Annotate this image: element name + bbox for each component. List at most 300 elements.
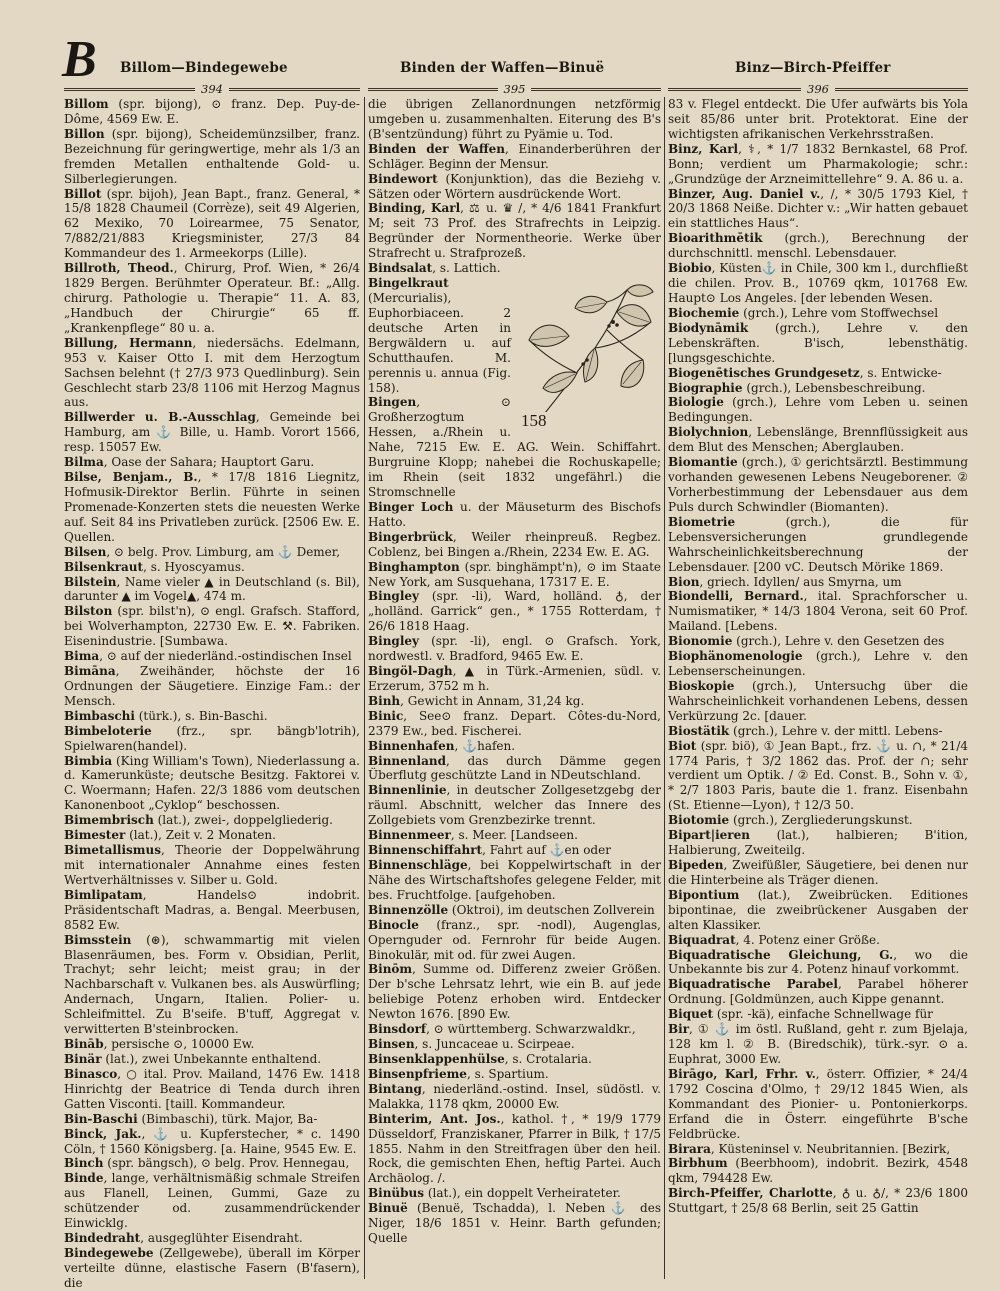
entry-text: (grch.), Lehre v. den Gesetzen des <box>732 634 945 649</box>
entry-headword: Binterim, Ant. Jos. <box>368 1111 501 1126</box>
entry-text: , Summe od. Differenz zweier Größen. Der b'sche Lehrsatz lehrt, wie ein B. auf jede beliebige Potenz erhoben wird. Entdecker Newton 1676. [890 Ew. <box>368 962 661 1022</box>
entry-headword: Bionomie <box>668 634 733 649</box>
entry-headword: Binding, Karl <box>368 201 461 216</box>
dictionary-entry <box>368 754 661 784</box>
entry-headword: Binde <box>64 1171 104 1186</box>
entry-headword: Binghampton <box>368 559 460 574</box>
entry-text: (spr. bijong), Scheidemünzsilber, franz. Bezeichnung für geringwertige, mehr als 1/3 an fremden Metallen enthaltende Gold- u. Silberlegierungen. <box>64 126 360 186</box>
entry-text: , niedersächs. Edelmann, 953 v. Kaiser Otto I. mit dem Herzogtum Sachsen belehnt († 27/3 973 Quedlinburg). Sein Geschlecht starb 23/8 1106 mit Herzog Magnus aus. <box>64 335 360 410</box>
entry-text: (grch.), ① gerichtsärztl. Bestimmung vorhanden gewesenen Lebens Neugeborener. ② Vorherbestimmung der Lebensdauer aus dem Puls durch Schwindler (Biomanten). <box>668 455 968 514</box>
entry-headword: Bipontium <box>668 887 740 902</box>
entry-text: , Einanderberühren der Schläger. Beginn der Mensur. <box>368 141 661 171</box>
figure-bingelkraut <box>517 278 661 430</box>
dictionary-entry <box>368 142 661 172</box>
entry-text: , Zweifüßler, Säugetiere, bei denen nur die Hinterbeine als Träger dienen. <box>668 858 968 887</box>
entry-headword: Binsenpfrieme <box>368 1066 467 1081</box>
entry-text: , Küsten⚓ in Chile, 300 km l., durchfließt die chilen. Prov. B., 10769 qkm, 101768 Ew. Haupt⊙ Los Angeles. [der lebenden Wesen. <box>668 261 968 305</box>
dictionary-entry <box>64 127 360 187</box>
entry-text: , bei Koppelwirtschaft in der Nähe des Wirtschaftshofes gelegene Felder, mit bes. Fruchtfolge. [aufgehoben. <box>368 858 661 902</box>
entry-headword: Billroth, Theod. <box>64 261 174 276</box>
entry-text: , s. Entwicke- <box>859 365 942 380</box>
entry-text: , ausgeglühter Eisendraht. <box>140 1231 303 1246</box>
dictionary-entry <box>64 261 360 336</box>
dictionary-entry <box>368 962 661 1022</box>
entry-text: (grch.), Lehre v. den Lebenskräften. B'isch, lebensthätig. [lungsgeschichte. <box>668 320 968 365</box>
dictionary-entry <box>668 97 968 142</box>
dictionary-entry <box>668 187 968 232</box>
entry-text: (Bimbaschi), türk. Major, Ba- <box>137 1111 318 1126</box>
entry-text: (Beerbhoom), indobrit. Bezirk, 4548 qkm, 794428 Ew. <box>668 1156 968 1186</box>
entry-headword: Bimsstein <box>64 932 132 947</box>
dictionary-entry <box>64 410 360 455</box>
page-number-left-text: 394 <box>195 82 229 96</box>
entry-text: (lat.), zwei-, doppelgliederig. <box>153 813 333 828</box>
dictionary-entry <box>368 201 661 261</box>
dictionary-entry <box>668 948 968 978</box>
dictionary-entry <box>368 1201 661 1246</box>
dictionary-entry <box>64 754 360 814</box>
entry-headword: Bimbeloterie <box>64 723 152 738</box>
figure-number: 158 <box>521 411 547 431</box>
entry-headword: Billom <box>64 97 109 111</box>
entry-headword: Binic <box>368 708 404 723</box>
dictionary-entry <box>64 1052 360 1067</box>
entry-headword: Binasco <box>64 1066 118 1081</box>
entry-headword: Bioarithmētik <box>668 231 763 246</box>
dictionary-entry <box>368 694 661 709</box>
entry-text: , Weiler rheinpreuß. Regbez. Coblenz, bei Bingen a./Rhein, 2234 Ew. E. AG. <box>368 529 661 559</box>
entry-headword: Binnenzölle <box>368 902 449 917</box>
dictionary-entry <box>368 843 661 858</box>
entry-text: u. der Mäuseturm des Bischofs Hatto. <box>368 499 661 529</box>
dictionary-entry <box>368 918 661 963</box>
entry-text: , s. Lattich. <box>432 261 501 276</box>
entry-headword: Bingen <box>368 395 417 410</box>
entry-text: , s. Crotalaria. <box>504 1052 592 1066</box>
entry-text: , * 17/8 1816 Liegnitz, Hofmusik-Direktor Berlin. Führte in seinen Promenade-Konzerten stets die neuesten Werke auf. Seit 84 ins Privatleben zurück. [2506 Ew. E. Quellen. <box>64 470 360 544</box>
entry-headword: Binger Loch <box>368 499 454 514</box>
plant-illustration <box>517 278 661 430</box>
entry-headword: Bindedraht <box>64 1231 141 1246</box>
dictionary-entry <box>64 1171 360 1231</box>
dictionary-entry <box>368 1022 661 1037</box>
dictionary-entry <box>368 858 661 903</box>
entry-headword: Bipeden <box>668 858 724 873</box>
entry-text: , ⚕, * 1/7 1832 Bernkastel, 68 Prof. Bonn; verdient um Pharmakologie; schr.: „Grundzüge der Arzneimittellehre“ 9. A. 86 u. a. <box>668 141 968 186</box>
entry-text: , ital. Sprachforscher u. Numismatiker, * 14/3 1804 Verona, seit 60 Prof. Mailand. [Lebens. <box>668 589 968 634</box>
entry-text: , Gemeinde bei Hamburg, am ⚓ Bille, u. Hamb. Vorort 1566, resp. 15057 Ew. <box>64 410 360 455</box>
dictionary-entry <box>64 1067 360 1112</box>
entry-headword: Birāgo, Karl, Frhr. v. <box>668 1066 816 1081</box>
dictionary-entry <box>668 515 968 575</box>
entry-text: , Fahrt auf ⚓en oder <box>482 843 611 858</box>
entry-text: , kathol. †, * 19/9 1779 Düsseldorf, Franziskaner, Pfarrer in Bilk, † 17/5 1855. Nahm in den Streitfragen über den heil. Rock, die gemischten Ehen, heftig Partei. Auch Archäolog. /. <box>368 1111 661 1186</box>
dictionary-entry <box>668 1142 968 1157</box>
entry-text: , Handels⊙ indobrit. Präsidentschaft Madras, a. Bengal. Meerbusen, 8582 Ew. <box>64 887 360 932</box>
entry-headword: Biquadratische Gleichung, G. <box>668 947 894 962</box>
dictionary-entry <box>64 888 360 933</box>
entry-text: , wo die Unbekannte bis zur 4. Potenz hinauf vorkommt. <box>668 947 968 977</box>
dictionary-entry <box>64 455 360 470</box>
entry-headword: Binnenlinie <box>368 783 447 798</box>
entry-text: (lat.), Zweibrücken. Editiones bipontinae, die zweibrückener Ausgaben der alten Klassiker. <box>668 887 968 932</box>
dictionary-entry <box>64 470 360 545</box>
entry-text: , 4. Potenz einer Größe. <box>735 932 880 947</box>
entry-text: , ⊙ auf der niederländ.-ostindischen Insel <box>99 649 352 664</box>
entry-text: , das durch Dämme gegen Überflutg geschützte Land in NDeutschland. <box>368 753 661 783</box>
entry-headword: Bināb <box>64 1037 104 1052</box>
entry-headword: Biotomie <box>668 813 730 828</box>
dictionary-entry <box>368 1186 661 1201</box>
entry-headword: Binck, Jak. <box>64 1126 142 1141</box>
entry-headword: Biogenētisches Grundgesetz <box>668 365 860 380</box>
entry-headword: Bintang <box>368 1081 422 1096</box>
entry-text: , Zweihänder, höchste der 16 Ordnungen der Säugetiere. Einzige Fam.: der Mensch. <box>64 664 360 708</box>
entry-text: (Oktroi), im deutschen Zollverein <box>448 902 655 917</box>
dictionary-entry <box>668 321 968 366</box>
entry-headword: Binnenmeer <box>368 828 451 843</box>
entry-text: (Mercurialis), Euphorbiaceen. 2 deutsche Arten in Bergwäldern u. auf Schutthaufen. M. perennis u. annua (Fig. 158). <box>368 290 511 395</box>
dictionary-entry <box>368 783 661 828</box>
dictionary-entry <box>64 933 360 1037</box>
entry-headword: Birch-Pfeiffer, Charlotte <box>668 1186 833 1201</box>
entry-headword: Binär <box>64 1052 102 1066</box>
entry-text: , Gewicht in Annam, 31,24 kg. <box>400 693 585 708</box>
entry-text: , ○ ital. Prov. Mailand, 1476 Ew. 1418 Hinrichtg der Beatrice di Tenda durch ihren Gatten Visconti. [taill. Kommandeur. <box>64 1066 360 1111</box>
entry-headword: Binzer, Aug. Daniel v. <box>668 186 821 201</box>
dictionary-entry <box>368 1082 661 1112</box>
dictionary-entry <box>668 1156 968 1186</box>
entry-headword: Biquet <box>668 1007 713 1022</box>
entry-text: (frz., spr. bängb'lotrih), Spielwaren(handel). <box>64 723 360 753</box>
entry-headword: Binübus <box>368 1186 425 1201</box>
entry-headword: Biologie <box>668 395 724 410</box>
entry-text: , ⚓hafen. <box>454 738 516 753</box>
entry-headword: Bingley <box>368 634 419 649</box>
entry-text: (Benuë, Tschadda), l. Neben⚓ des Niger, 18/6 1851 v. Heinr. Barth gefunden; Quelle <box>368 1201 661 1246</box>
entry-text: , s. Juncaceae u. Scirpeae. <box>414 1037 575 1052</box>
dictionary-entry <box>668 679 968 724</box>
entry-headword: Billung, Hermann <box>64 335 193 350</box>
dictionary-entry <box>64 97 360 127</box>
entry-text: (spr. biö), ① Jean Bapt., frz. ⚓ u. ∩, * 21/4 1774 Paris, † 3/2 1862 das. Prof. der ∩; sehr verdient um Optik. / ② Ed. Const. B., Sohn v. ①, * 2/7 1803 Paris, baute die 1. franz. Eisenbahn (St. Etienne—Lyon), † 12/3 50. <box>668 738 968 813</box>
entry-text: , ▲ in Türk.-Armenien, südl. v. Erzerum, 3752 m h. <box>368 664 661 693</box>
entry-text: (spr. -li), Ward, holländ. ♁, der „holländ. Garrick“ gen., * 1755 Rotterdam, † 26/6 1818 Haag. <box>368 589 661 634</box>
entry-headword: Bilston <box>64 604 113 619</box>
dictionary-entry <box>668 858 968 888</box>
dictionary-entry <box>64 1246 360 1291</box>
entry-headword: Biodynāmik <box>668 320 749 335</box>
entry-headword: Binden der Waffen <box>368 141 506 156</box>
dictionary-entry <box>368 261 661 276</box>
dictionary-entry <box>64 813 360 828</box>
entry-text: (lat.), Zeit v. 2 Monaten. <box>125 828 276 843</box>
entry-text: (grch.), die für Lebensversicherungen grundlegende Wahrscheinlichkeitsberechnung der Lebensdauer. [200 vC. Deutsch Mörike 1869. <box>668 514 968 574</box>
entry-headword: Bin-Baschi <box>64 1111 138 1126</box>
entry-text: (grch.), Berechnung der durchschnittl. menschl. Lebensdauer. <box>668 231 968 261</box>
entry-headword: Billot <box>64 186 102 201</box>
entry-headword: Bimbaschi <box>64 708 135 723</box>
entry-text: , in deutscher Zollgesetzgebg der räuml. Abschnitt, welcher das Innere des Zollgebiets vom Grenzbezirke trennt. <box>368 783 661 828</box>
entry-headword: Bilse, Benjam., B. <box>64 470 198 485</box>
entry-headword: Biometrie <box>668 514 736 529</box>
dictionary-entry <box>668 381 968 396</box>
dictionary-entry <box>668 1067 968 1142</box>
entry-text: (spr. bijong), ⊙ franz. Dep. Puy-de-Dôme, 4569 Ew. E. <box>64 97 360 126</box>
entry-text: (⊛), schwammartig mit vielen Blasenräumen, bes. Form v. Obsidian, Perlit, Trachyt; sehr leicht; meist grau; in der Nachbarschaft v. Vulkanen bes. als Auswürfling; Andernach, Ungarn, Italien. Polier- u. Schleifmittel. Zu B'seife. B'tuff, Aggregat v. verwitterten B'steinbrocken. <box>64 932 360 1037</box>
dictionary-entry <box>668 261 968 306</box>
entry-text: , ⚖ u. ♛ /, * 4/6 1841 Frankfurt M; seit 73 Prof. des Strafrechts in Leipzig. Begründer der Normentheorie. Werke über Strafrecht u. Strafprozeß. <box>368 201 661 261</box>
entry-headword: Bipart|ieren <box>668 828 750 843</box>
entry-headword: Binuë <box>368 1201 408 1216</box>
entry-text: , See⊙ franz. Depart. Côtes-du-Nord, 2379 Ew., bed. Fischerei. <box>368 708 661 738</box>
dictionary-entry <box>368 634 661 664</box>
entry-headword: Birbhum <box>668 1156 728 1171</box>
dictionary-entry <box>64 575 360 605</box>
entry-headword: Biquadrat <box>668 932 736 947</box>
entry-headword: Bilma <box>64 455 104 470</box>
entry-headword: Bingöl-Dagh <box>368 664 453 679</box>
dictionary-entry <box>368 1067 661 1082</box>
entry-headword: Biographie <box>668 380 743 395</box>
entry-headword: Bindewort <box>368 171 438 186</box>
column-1 <box>64 97 360 1290</box>
entry-text: , Parabel höherer Ordnung. [Goldmünzen, auch Kippe genannt. <box>668 977 968 1007</box>
entry-headword: Bingerbrück <box>368 529 453 544</box>
dictionary-entry <box>668 395 968 425</box>
header-left: Billom—Bindegewebe <box>120 60 288 76</box>
dictionary-entry <box>64 604 360 649</box>
entry-text: , Oase der Sahara; Hauptort Garu. <box>103 455 315 470</box>
entry-text: (franz., spr. -nodl), Augenglas, Opernguder od. Fernrohr für beide Augen. Binokulär, mit od. für zwei Augen. <box>368 917 661 962</box>
dictionary-entry <box>64 709 360 724</box>
column-rule-1 <box>364 97 365 1279</box>
entry-headword: Biquadratische Parabel <box>668 977 838 992</box>
dictionary-entry <box>64 1037 360 1052</box>
dictionary-entry <box>368 709 661 739</box>
dictionary-entry <box>668 366 968 381</box>
dictionary-entry <box>668 649 968 679</box>
entry-text: , österr. Offizier, * 24/4 1792 Coscina d'Olmo, † 29/12 1845 Wien, als Kommandant des Pionier- u. Pontonierkorps. Erfand die in Österr. eingeführte B'sche Feldbrücke. <box>668 1066 968 1141</box>
entry-headword: Binnenschläge <box>368 858 468 873</box>
entry-text: (lat.), ein doppelt Verheirateter. <box>424 1186 621 1201</box>
entry-headword: Bingelkraut <box>368 276 449 291</box>
header-center: Binden der Waffen—Binuë <box>400 60 605 76</box>
entry-text: (Zellgewebe), überall im Körper verteilte dünne, elastische Fasern (B'fasern), die <box>64 1245 360 1290</box>
dictionary-entry <box>368 1052 661 1067</box>
entry-headword: Bilsen <box>64 544 107 559</box>
entry-text: , s. Meer. [Landseen. <box>450 828 578 843</box>
entry-text: , persische ⊙, 10000 Ew. <box>103 1037 255 1052</box>
entry-text: (grch.), Lehre v. den Lebenserscheinungen. <box>668 649 968 679</box>
entry-text: (grch.), Lehre v. der mittl. Lebens- <box>729 723 943 738</box>
column-3 <box>668 97 968 1282</box>
entry-text: (lat.), halbieren; B'ition, Halbierung, Zweiteilg. <box>668 828 968 858</box>
entry-headword: Binnenhafen <box>368 738 455 753</box>
entry-headword: Bioskopie <box>668 678 735 693</box>
entry-text: (Konjunktion), das die Beziehg v. Sätzen oder Wörtern ausdrückende Wort. <box>368 171 661 201</box>
dictionary-entry <box>64 1112 360 1127</box>
entry-headword: Bir <box>668 1022 690 1037</box>
entry-text: (grch.), Untersuchg über die Wahrscheinlichkeit vorhandenen Lebens, dessen Verkürzung 2c. [dauer. <box>668 678 968 723</box>
dictionary-entry <box>668 933 968 948</box>
entry-headword: Biondelli, Bernard. <box>668 589 804 604</box>
column-rule-2 <box>664 97 665 1279</box>
dictionary-entry <box>368 1112 661 1187</box>
entry-text: , Küsteninsel v. Neubritannien. [Bezirk, <box>710 1141 951 1156</box>
dictionary-entry <box>668 634 968 649</box>
dictionary-entry <box>668 813 968 828</box>
dictionary-entry <box>668 575 968 590</box>
entry-text: (spr. bijoh), Jean Bapt., franz. General, * 15/8 1828 Chaumeil (Corrèze), seit 49 Algerien, 62 Mexiko, 70 Loirearmee, 75 Senator, 7/882/21/883 Kriegsminister, 27/3 84 Kommandeur des 1. Armeekorps (Lille). <box>64 186 360 261</box>
page-number-center-text: 395 <box>498 82 532 96</box>
entry-text: , s. Hyoscyamus. <box>143 559 245 574</box>
dictionary-entry <box>64 1156 360 1171</box>
entry-text: , s. Spartium. <box>466 1066 549 1081</box>
entry-headword: Biochemie <box>668 305 740 320</box>
entry-text: (grch.), Zergliederungskunst. <box>729 813 913 828</box>
dictionary-entry <box>64 828 360 843</box>
entry-headword: Binocle <box>368 917 419 932</box>
entry-headword: Biobio <box>668 261 712 276</box>
entry-text: (spr. bängsch), ⊙ belg. Prov. Hennegau, <box>103 1156 350 1171</box>
dictionary-entry <box>368 739 661 754</box>
entry-headword: Bimlipatam <box>64 887 143 902</box>
dictionary-entry <box>368 530 661 560</box>
entry-text: (grch.), Lehre vom Stoffwechsel <box>739 305 939 320</box>
dictionary-entry <box>668 739 968 814</box>
dictionary-entry <box>368 97 661 142</box>
entry-headword: Bindsalat <box>368 261 433 276</box>
dictionary-entry <box>668 977 968 1007</box>
entry-headword: Bingley <box>368 589 419 604</box>
entry-headword: Bima <box>64 649 100 664</box>
entry-text: , lange, verhältnismäßig schmale Streifen aus Flanell, Leinen, Gummi, Gaze zu schützender od. zusammendrückender Einwicklg. <box>64 1171 360 1231</box>
dictionary-entry <box>64 560 360 575</box>
entry-headword: Biostätik <box>668 723 730 738</box>
entry-text: (spr. binghämpt'n), ⊙ im Staate New York, am Susquehana, 17317 E. E. <box>368 559 661 589</box>
dictionary-entry <box>368 560 661 590</box>
entry-text: , ⊙ belg. Prov. Limburg, am ⚓ Demer, <box>106 544 341 559</box>
header-right: Binz—Birch-Pfeiffer <box>735 60 891 76</box>
entry-headword: Bilsenkraut <box>64 559 144 574</box>
entry-text: , Lebenslänge, Brennflüssigkeit aus dem Blut des Menschen; Aberglauben. <box>668 425 968 455</box>
dictionary-entry <box>668 1022 968 1067</box>
entry-text: , ⊙ Großherzogtum Hessen, a./Rhein u. Nahe, 7215 Ew. E. AG. Wein. Schiffahrt. Burgruine Klopp; nahebei die Rochuskapelle; im Rhein (seit 1832 ungefährl.) die Stromschnelle <box>368 395 661 499</box>
dictionary-entry <box>668 425 968 455</box>
entry-headword: Binh <box>368 693 401 708</box>
entry-text: , ⚓ u. Kupferstecher, * c. 1490 Cöln, † 1560 Königsberg. [a. Haine, 9545 Ew. E. <box>64 1126 360 1156</box>
dictionary-entry <box>64 1127 360 1157</box>
entry-text: , ① ⚓ im östl. Rußland, geht r. zum Bjelaja, 128 km l. ② B. (Biredschik), türk.-syr. ⊙ a. Euphrat, 3000 Ew. <box>668 1022 968 1066</box>
dictionary-entry <box>64 649 360 664</box>
dictionary-entry <box>64 187 360 262</box>
entry-headword: Binnenland <box>368 753 446 768</box>
page-number-right <box>668 82 968 96</box>
entry-headword: Billwerder u. B.-Ausschlag <box>64 410 256 425</box>
entry-text: (lat.), zwei Unbekannte enthaltend. <box>101 1052 322 1066</box>
entry-text: , ⊙ württemberg. Schwarzwaldkr., <box>426 1022 636 1037</box>
entry-headword: Bimbia <box>64 753 113 768</box>
entry-text: 83 v. Flegel entdeckt. Die Ufer aufwärts bis Yola seit 85/86 unter brit. Protektorat. Eine der wichtigsten afrikanischen Verkehrsstraßen. <box>668 97 968 141</box>
entry-text: (King William's Town), Niederlassung a. d. Kamerunküste; deutsche Besitzg. Faktorei v. C. Woermann; Hafen. 22/3 1886 vom deutschen Kanonenboot „Cyklop“ beschossen. <box>64 753 360 813</box>
entry-headword: Binnenschiffahrt <box>368 843 483 858</box>
entry-headword: Bimester <box>64 828 126 843</box>
dictionary-entry <box>64 724 360 754</box>
entry-headword: Binōm <box>368 962 413 977</box>
entry-headword: Binsenklappenhülse <box>368 1052 505 1066</box>
entry-text: , Chirurg, Prof. Wien, * 26/4 1829 Bergen. Berühmter Operateur. Bf.: „Allg. chirurg. Pathologie u. Therapie“ 11. A. 83, „Handbuch der Chirurgie“ 65 ff. „Krankenpflege“ 80 u. a. <box>64 261 360 335</box>
entry-headword: Binsdorf <box>368 1022 427 1037</box>
entry-text: (grch.), Lehre vom Leben u. seinen Bedingungen. <box>668 395 968 425</box>
dictionary-entry <box>368 500 661 530</box>
entry-text: (grch.), Lebensbeschreibung. <box>742 380 926 395</box>
dictionary-entry <box>64 336 360 411</box>
entry-text: (spr. bilst'n), ⊙ engl. Grafsch. Stafford, bei Wolverhampton, 22730 Ew. E. ⚒. Fabriken. Eisenindustrie. [Sumbawa. <box>64 604 360 649</box>
column-2 <box>368 97 661 1282</box>
entry-headword: Biolychnion <box>668 425 749 440</box>
page-number-right-text: 396 <box>801 82 835 96</box>
entry-headword: Bindegewebe <box>64 1245 154 1260</box>
entry-headword: Biot <box>668 738 697 753</box>
dictionary-entry <box>64 843 360 888</box>
entry-headword: Bion <box>668 574 700 589</box>
dictionary-entry <box>64 545 360 560</box>
entry-text: , /, * 30/5 1793 Kiel, † 20/3 1868 Neiße. Dichter v.: „Wir hatten gebauet ein stattliches Haus“. <box>668 186 968 231</box>
dictionary-entry <box>668 724 968 739</box>
entry-text: , ♁ u. ♁/, * 23/6 1800 Stuttgart, † 25/8 68 Berlin, seit 25 Gattin <box>668 1186 968 1216</box>
dictionary-entry <box>64 1231 360 1246</box>
dictionary-entry <box>668 589 968 634</box>
entry-headword: Binsen <box>368 1037 415 1052</box>
page-number-center <box>368 82 661 96</box>
entry-text: , griech. Idyllen/ aus Smyrna, um <box>699 574 902 589</box>
dictionary-entry <box>668 1186 968 1216</box>
entry-headword: Bimāna <box>64 664 116 679</box>
dictionary-entry <box>368 903 661 918</box>
entry-headword: Bilstein <box>64 574 117 589</box>
dictionary-entry <box>668 888 968 933</box>
dictionary-entry <box>64 664 360 709</box>
entry-headword: Biophänomenologie <box>668 649 803 664</box>
entry-text: , niederländ.-ostind. Insel, südöstl. v. Malakka, 1178 qkm, 20000 Ew. <box>368 1081 661 1111</box>
entry-headword: Binz, Karl <box>668 141 739 156</box>
entry-text: , Theorie der Doppelwährung mit internationaler Annahme eines festen Wertverhältnisses v. Silber u. Gold. <box>64 843 360 887</box>
entry-headword: Birara <box>668 1141 711 1156</box>
dictionary-entry <box>668 455 968 515</box>
dictionary-entry <box>668 142 968 187</box>
page-number-left <box>64 82 360 96</box>
dictionary-entry <box>668 231 968 261</box>
entry-headword: Bimetallismus <box>64 843 161 858</box>
dictionary-entry <box>368 589 661 634</box>
dictionary-entry <box>668 306 968 321</box>
dictionary-entry <box>368 1037 661 1052</box>
dictionary-entry <box>668 828 968 858</box>
entry-text: , Name vieler ▲ in Deutschland (s. Bil), darunter ▲ im Vogel▲, 474 m. <box>64 574 360 604</box>
section-letter: B <box>62 31 97 88</box>
entry-headword: Binch <box>64 1156 104 1171</box>
dictionary-entry <box>668 1007 968 1022</box>
entry-headword: Bimembrisch <box>64 813 154 828</box>
entry-text: die übrigen Zellanordnungen netzförmig umgeben u. zusammenhalten. Eiterung des B's (B'sentzündung) führt zu Pyämie u. Tod. <box>368 97 661 141</box>
dictionary-entry <box>368 828 661 843</box>
entry-text: (spr. -kä), einfache Schnellwage für <box>713 1007 933 1022</box>
dictionary-entry <box>368 664 661 694</box>
entry-headword: Biomantie <box>668 455 738 470</box>
entry-text: (spr. -li), engl. ⊙ Grafsch. York, nordwestl. v. Bradford, 9465 Ew. E. <box>368 634 661 664</box>
entry-headword: Billon <box>64 126 105 141</box>
